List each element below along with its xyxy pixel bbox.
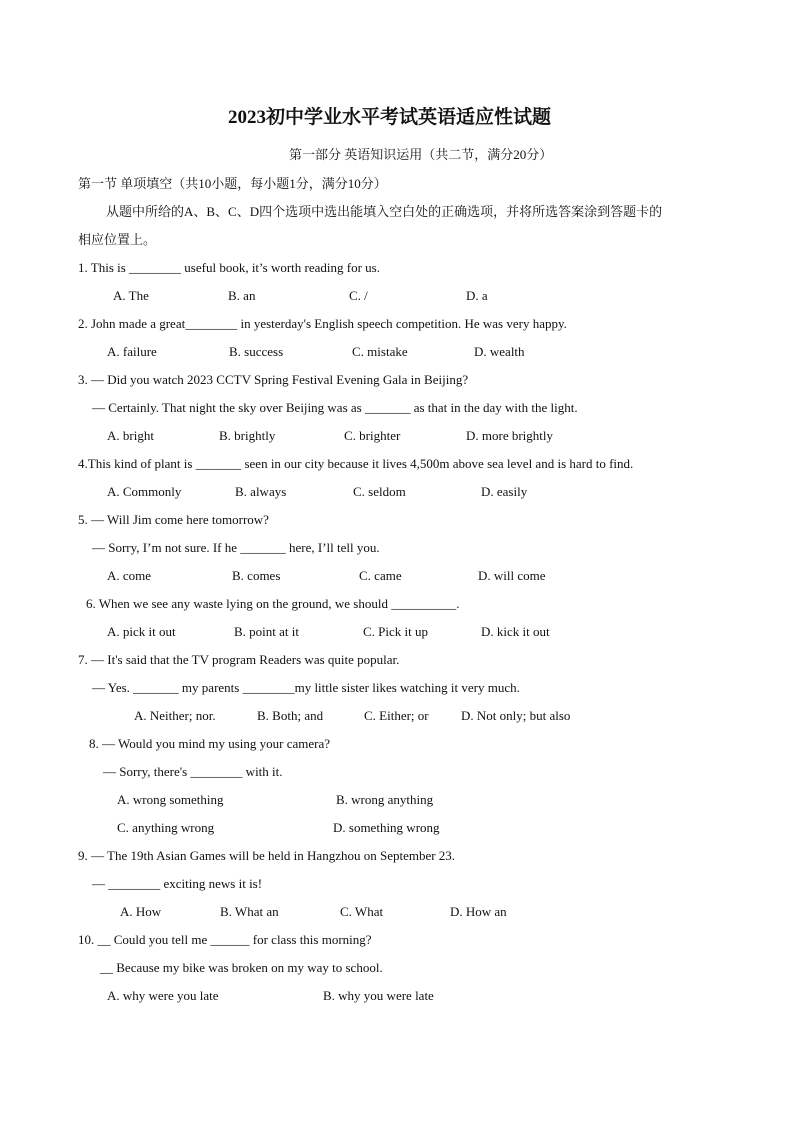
- question-8-stem-2: — Sorry, there's ________ with it.: [103, 764, 283, 779]
- question-3-option-b: B. brightly: [219, 428, 276, 443]
- question-6-option-a: A. pick it out: [107, 624, 176, 639]
- question-8-stem: 8. — Would you mind my using your camera?: [89, 736, 330, 751]
- question-9-option-d: D. How an: [450, 904, 507, 919]
- question-9-stem: 9. — The 19th Asian Games will be held in Hangzhou on September 23.: [78, 848, 456, 863]
- question-1-option-d: D. a: [466, 288, 488, 303]
- question-9-option-a: A. How: [120, 904, 162, 919]
- question-8-option-c: C. anything wrong: [117, 820, 215, 835]
- question-10-stem: 10. __ Could you tell me ______ for class this morning?: [78, 932, 372, 947]
- question-2-stem: 2. John made a great________ in yesterday's English speech competition. He was very happy.: [78, 316, 567, 331]
- question-7-stem: 7. — It's said that the TV program Readers was quite popular.: [78, 652, 400, 667]
- question-7-option-d: D. Not only; but also: [461, 708, 571, 723]
- question-7-option-b: B. Both; and: [257, 708, 324, 723]
- question-6-option-c: C. Pick it up: [363, 624, 429, 639]
- section-title: 第一节 单项填空（共10小题，每小题1分，满分10分）: [78, 176, 387, 191]
- question-1-option-a: A. The: [113, 288, 149, 303]
- question-5-option-c: C. came: [359, 568, 402, 583]
- question-8-option-b: B. wrong anything: [336, 792, 434, 807]
- question-2-option-c: C. mistake: [352, 344, 408, 359]
- question-3-stem-2: — Certainly. That night the sky over Beijing was as _______ as that in the day with the light.: [92, 400, 578, 415]
- question-5-stem: 5. — Will Jim come here tomorrow?: [78, 512, 269, 527]
- question-2-option-d: D. wealth: [474, 344, 525, 359]
- question-3-option-c: C. brighter: [344, 428, 401, 443]
- question-9-stem-2: — ________ exciting news it is!: [92, 876, 263, 891]
- question-5-stem-2: — Sorry, I’m not sure. If he _______ here, I’ll tell you.: [92, 540, 380, 555]
- question-4-option-b: B. always: [235, 484, 287, 499]
- question-7-option-c: C. Either; or: [364, 708, 429, 723]
- question-5-option-a: A. come: [107, 568, 152, 583]
- question-8-option-d: D. something wrong: [333, 820, 440, 835]
- question-4-stem: 4.This kind of plant is _______ seen in our city because it lives 4,500m above sea level and is hard to find.: [78, 456, 634, 471]
- question-10-stem-2: __ Because my bike was broken on my way to school.: [100, 960, 383, 975]
- question-4-option-d: D. easily: [481, 484, 528, 499]
- question-6-option-b: B. point at it: [234, 624, 299, 639]
- question-5-option-d: D. will come: [478, 568, 546, 583]
- instruction-line-1: 从题中所给的A、B、C、D四个选项中选出能填入空白处的正确选项，并将所选答案涂到答题卡的: [106, 204, 663, 219]
- question-4-option-c: C. seldom: [353, 484, 406, 499]
- question-7-stem-2: — Yes. _______ my parents ________my little sister likes watching it very much.: [92, 680, 520, 695]
- question-3-option-d: D. more brightly: [466, 428, 554, 443]
- question-1-option-b: B. an: [228, 288, 256, 303]
- question-1-stem: 1. This is ________ useful book, it’s worth reading for us.: [78, 260, 380, 275]
- part-title: 第一部分 英语知识运用（共二节，满分20分）: [289, 147, 553, 162]
- question-10-option-a: A. why were you late: [107, 988, 219, 1003]
- question-3-stem: 3. — Did you watch 2023 CCTV Spring Festival Evening Gala in Beijing?: [78, 372, 469, 387]
- instruction-line-2: 相应位置上。: [78, 232, 157, 247]
- question-3-option-a: A. bright: [107, 428, 154, 443]
- question-4-option-a: A. Commonly: [107, 484, 182, 499]
- question-2-option-b: B. success: [229, 344, 284, 359]
- question-10-option-b: B. why you were late: [323, 988, 434, 1003]
- question-8-option-a: A. wrong something: [117, 792, 224, 807]
- question-6-stem: 6. When we see any waste lying on the ground, we should __________.: [86, 596, 460, 611]
- question-2-option-a: A. failure: [107, 344, 157, 359]
- page-title: 2023初中学业水平考试英语适应性试题: [228, 107, 552, 128]
- question-6-option-d: D. kick it out: [481, 624, 550, 639]
- question-9-option-c: C. What: [340, 904, 384, 919]
- question-5-option-b: B. comes: [232, 568, 281, 583]
- question-1-option-c: C. /: [349, 288, 368, 303]
- question-7-option-a: A. Neither; nor.: [134, 708, 216, 723]
- question-9-option-b: B. What an: [220, 904, 279, 919]
